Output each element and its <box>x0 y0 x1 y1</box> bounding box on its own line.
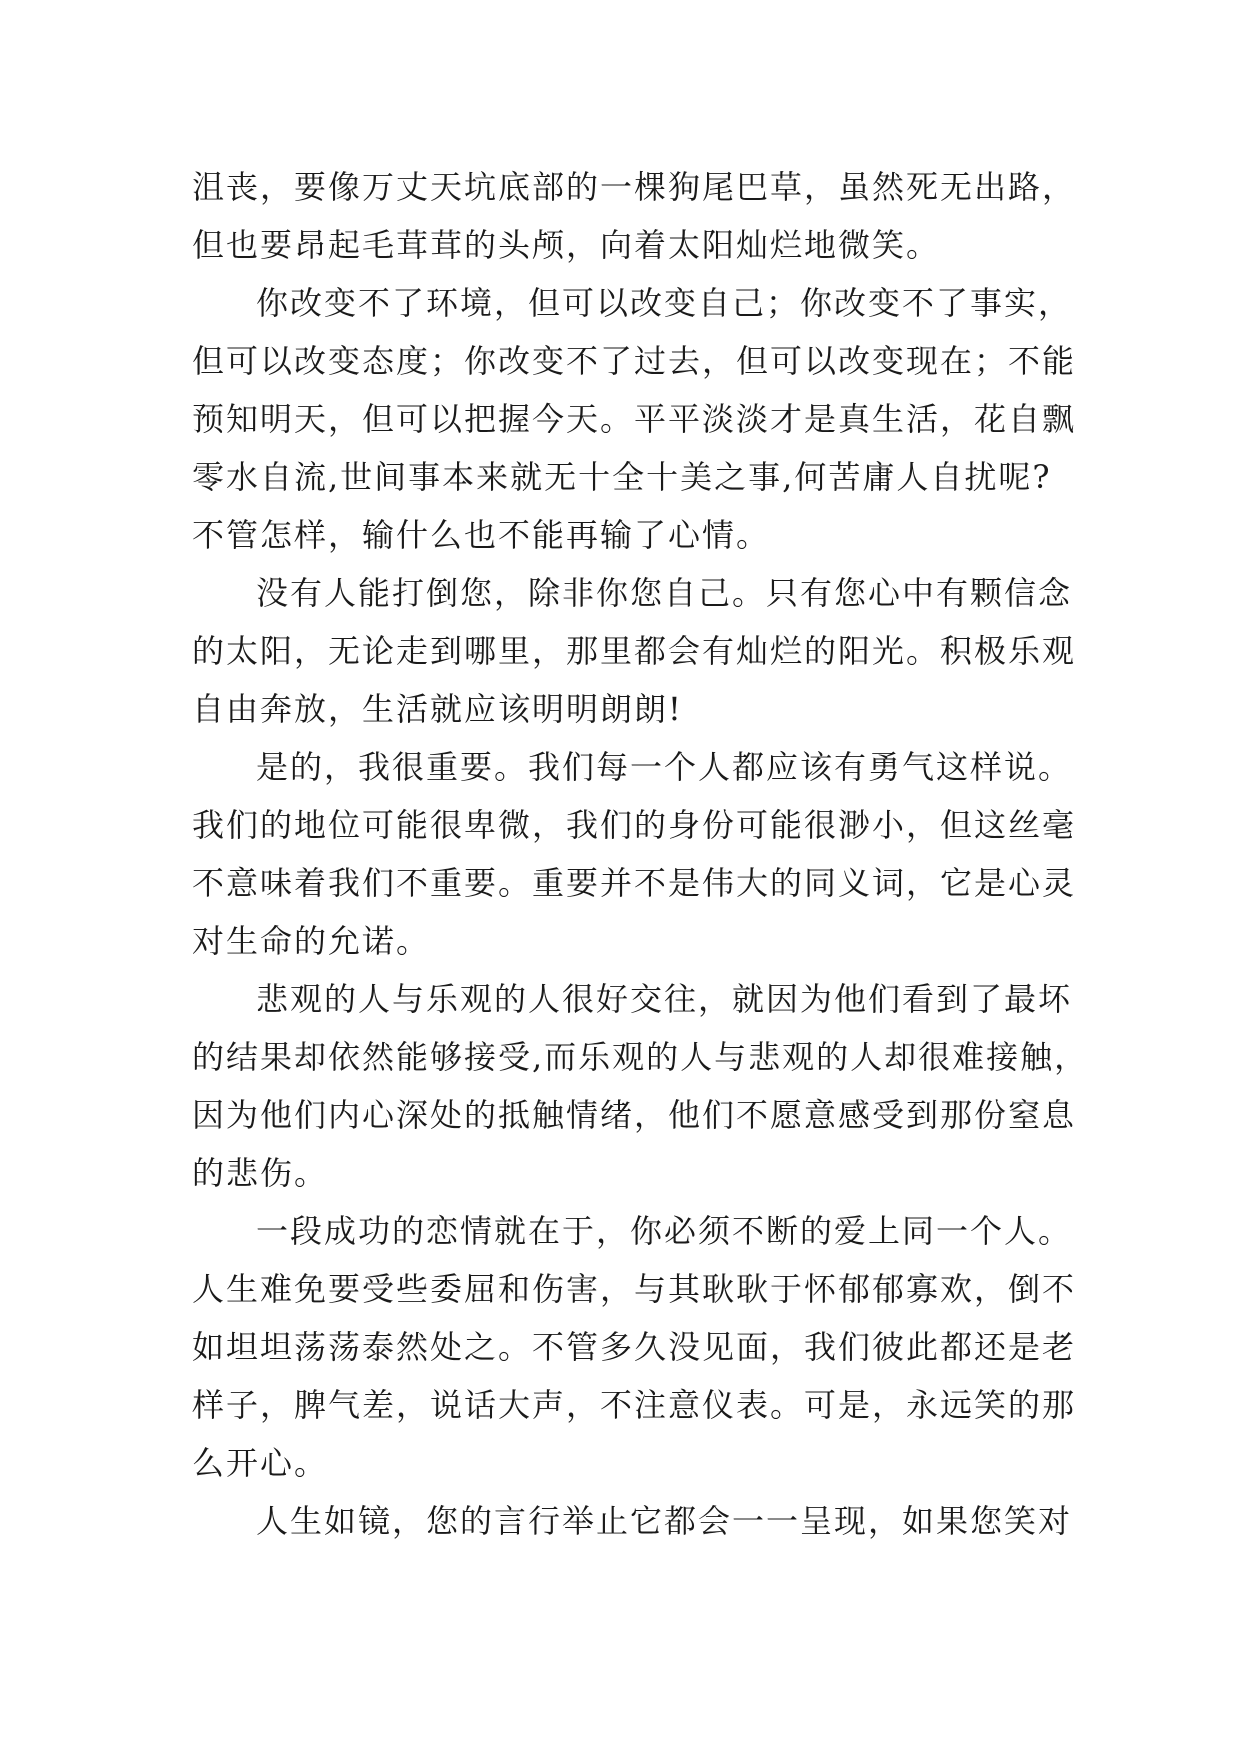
text-line: 预知明天，但可以把握今天。平平淡淡才是真生活，花自飘 <box>192 400 1077 438</box>
text-line: 不意味着我们不重要。重要并不是伟大的同义词，它是心灵 <box>192 864 1077 902</box>
text-line: 零水自流,世间事本来就无十全十美之事,何苦庸人自扰呢? <box>192 458 1052 496</box>
text-line: 没有人能打倒您，除非你您自己。只有您心中有颗信念 <box>256 574 1073 612</box>
text-line: 自由奔放，生活就应该明明朗朗! <box>192 690 683 728</box>
text-line: 如坦坦荡荡泰然处之。不管多久没见面，我们彼此都还是老 <box>192 1328 1077 1366</box>
text-line: 因为他们内心深处的抵触情绪，他们不愿意感受到那份窒息 <box>192 1096 1077 1134</box>
text-line: 但也要昂起毛茸茸的头颅，向着太阳灿烂地微笑。 <box>192 226 941 264</box>
text-line: 人生难免要受些委屈和伤害，与其耿耿于怀郁郁寡欢，倒不 <box>192 1270 1077 1308</box>
text-line: 人生如镜，您的言行举止它都会一一呈现，如果您笑对 <box>256 1502 1073 1540</box>
text-line: 么开心。 <box>192 1444 329 1482</box>
text-line: 的结果却依然能够接受,而乐观的人与悲观的人却很难接触， <box>192 1038 1089 1076</box>
text-line: 的悲伤。 <box>192 1154 329 1192</box>
text-line: 但可以改变态度；你改变不了过去，但可以改变现在；不能 <box>192 342 1077 380</box>
text-line: 是的，我很重要。我们每一个人都应该有勇气这样说。 <box>256 748 1073 786</box>
text-line: 你改变不了环境，但可以改变自己；你改变不了事实， <box>256 284 1073 322</box>
text-line: 我们的地位可能很卑微，我们的身份可能很渺小，但这丝毫 <box>192 806 1077 844</box>
text-line: 的太阳，无论走到哪里，那里都会有灿烂的阳光。积极乐观 <box>192 632 1077 670</box>
text-line: 样子，脾气差，说话大声，不注意仪表。可是，永远笑的那 <box>192 1386 1077 1424</box>
text-line: 沮丧，要像万丈天坑底部的一棵狗尾巴草，虽然死无出路， <box>192 168 1077 206</box>
text-line: 悲观的人与乐观的人很好交往，就因为他们看到了最坏 <box>256 980 1073 1018</box>
text-line: 对生命的允诺。 <box>192 922 431 960</box>
text-line: 不管怎样，输什么也不能再输了心情。 <box>192 516 771 554</box>
text-line: 一段成功的恋情就在于，你必须不断的爱上同一个人。 <box>256 1212 1073 1250</box>
